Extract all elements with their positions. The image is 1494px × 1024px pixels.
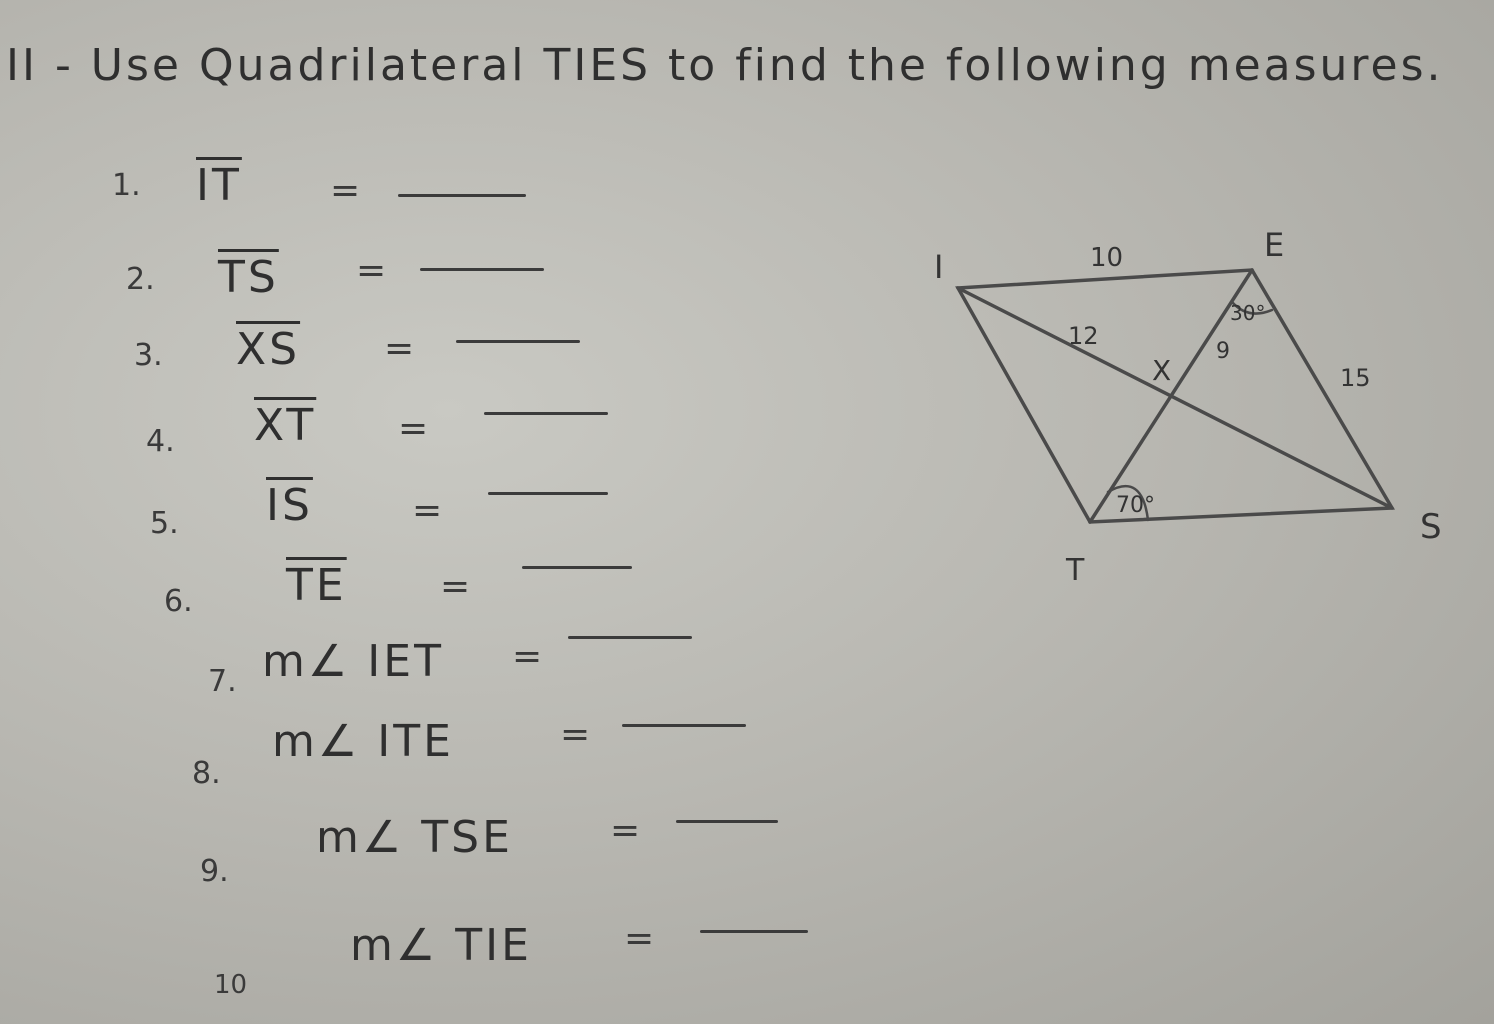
equals-sign: = bbox=[560, 714, 591, 755]
answer-blank[interactable] bbox=[488, 492, 608, 495]
equals-sign: = bbox=[384, 328, 415, 369]
answer-blank[interactable] bbox=[484, 412, 608, 415]
equals-sign: = bbox=[356, 250, 387, 291]
question-number: 9. bbox=[200, 854, 229, 889]
equals-sign: = bbox=[512, 636, 543, 677]
equals-sign: = bbox=[398, 408, 429, 449]
equals-sign: = bbox=[412, 490, 443, 531]
answer-blank[interactable] bbox=[676, 820, 778, 823]
question-number: 5. bbox=[150, 506, 179, 541]
question-expression: $\overline{XS}$ bbox=[236, 324, 301, 375]
quadrilateral-outline bbox=[958, 270, 1392, 522]
quadrilateral-diagram bbox=[880, 220, 1480, 600]
question-number: 7. bbox=[208, 664, 237, 699]
answer-blank[interactable] bbox=[622, 724, 746, 727]
question-number: 6. bbox=[164, 584, 193, 619]
question-number: 8. bbox=[192, 756, 221, 791]
segment-ex-length: 9 bbox=[1216, 339, 1230, 364]
diagonal-et bbox=[1090, 270, 1252, 522]
angle-e-measure: 30° bbox=[1230, 301, 1266, 325]
intersection-label-x: X bbox=[1152, 354, 1172, 387]
answer-blank[interactable] bbox=[522, 566, 632, 569]
question-number: 4. bbox=[146, 424, 175, 459]
question-expression: $\overline{IT}$ bbox=[196, 160, 242, 211]
side-ie-length: 10 bbox=[1090, 243, 1124, 273]
answer-blank[interactable] bbox=[568, 636, 692, 639]
side-es-length: 15 bbox=[1340, 364, 1371, 392]
equals-sign: = bbox=[440, 566, 471, 607]
answer-blank[interactable] bbox=[700, 930, 808, 933]
question-expression: m∠ TIE bbox=[350, 920, 532, 971]
angle-t-measure: 70° bbox=[1116, 493, 1155, 518]
equals-sign: = bbox=[624, 918, 655, 959]
question-expression: $\overline{TE}$ bbox=[286, 560, 347, 611]
question-number: 2. bbox=[126, 262, 155, 297]
question-expression: m∠ ITE bbox=[272, 716, 454, 767]
question-number: 3. bbox=[134, 338, 163, 373]
instruction-text: II - Use Quadrilateral TIES to find the following measures. bbox=[6, 40, 1444, 91]
answer-blank[interactable] bbox=[456, 340, 580, 343]
segment-ix-length: 12 bbox=[1068, 322, 1099, 350]
vertex-label-t: T bbox=[1066, 553, 1085, 588]
question-expression: m∠ IET bbox=[262, 636, 444, 687]
question-number: 1. bbox=[112, 168, 141, 203]
equals-sign: = bbox=[610, 810, 641, 851]
equals-sign: = bbox=[330, 170, 361, 211]
question-expression: m∠ TSE bbox=[316, 812, 513, 863]
question-number: 10 bbox=[214, 970, 248, 1000]
answer-blank[interactable] bbox=[420, 268, 544, 271]
vertex-label-i: I bbox=[934, 248, 944, 286]
question-expression: $\overline{XT}$ bbox=[254, 400, 317, 451]
vertex-label-e: E bbox=[1264, 226, 1285, 264]
vertex-label-s: S bbox=[1420, 507, 1442, 547]
question-expression: $\overline{TS}$ bbox=[218, 252, 279, 303]
answer-blank[interactable] bbox=[398, 194, 526, 197]
question-expression: $\overline{IS}$ bbox=[266, 480, 313, 531]
